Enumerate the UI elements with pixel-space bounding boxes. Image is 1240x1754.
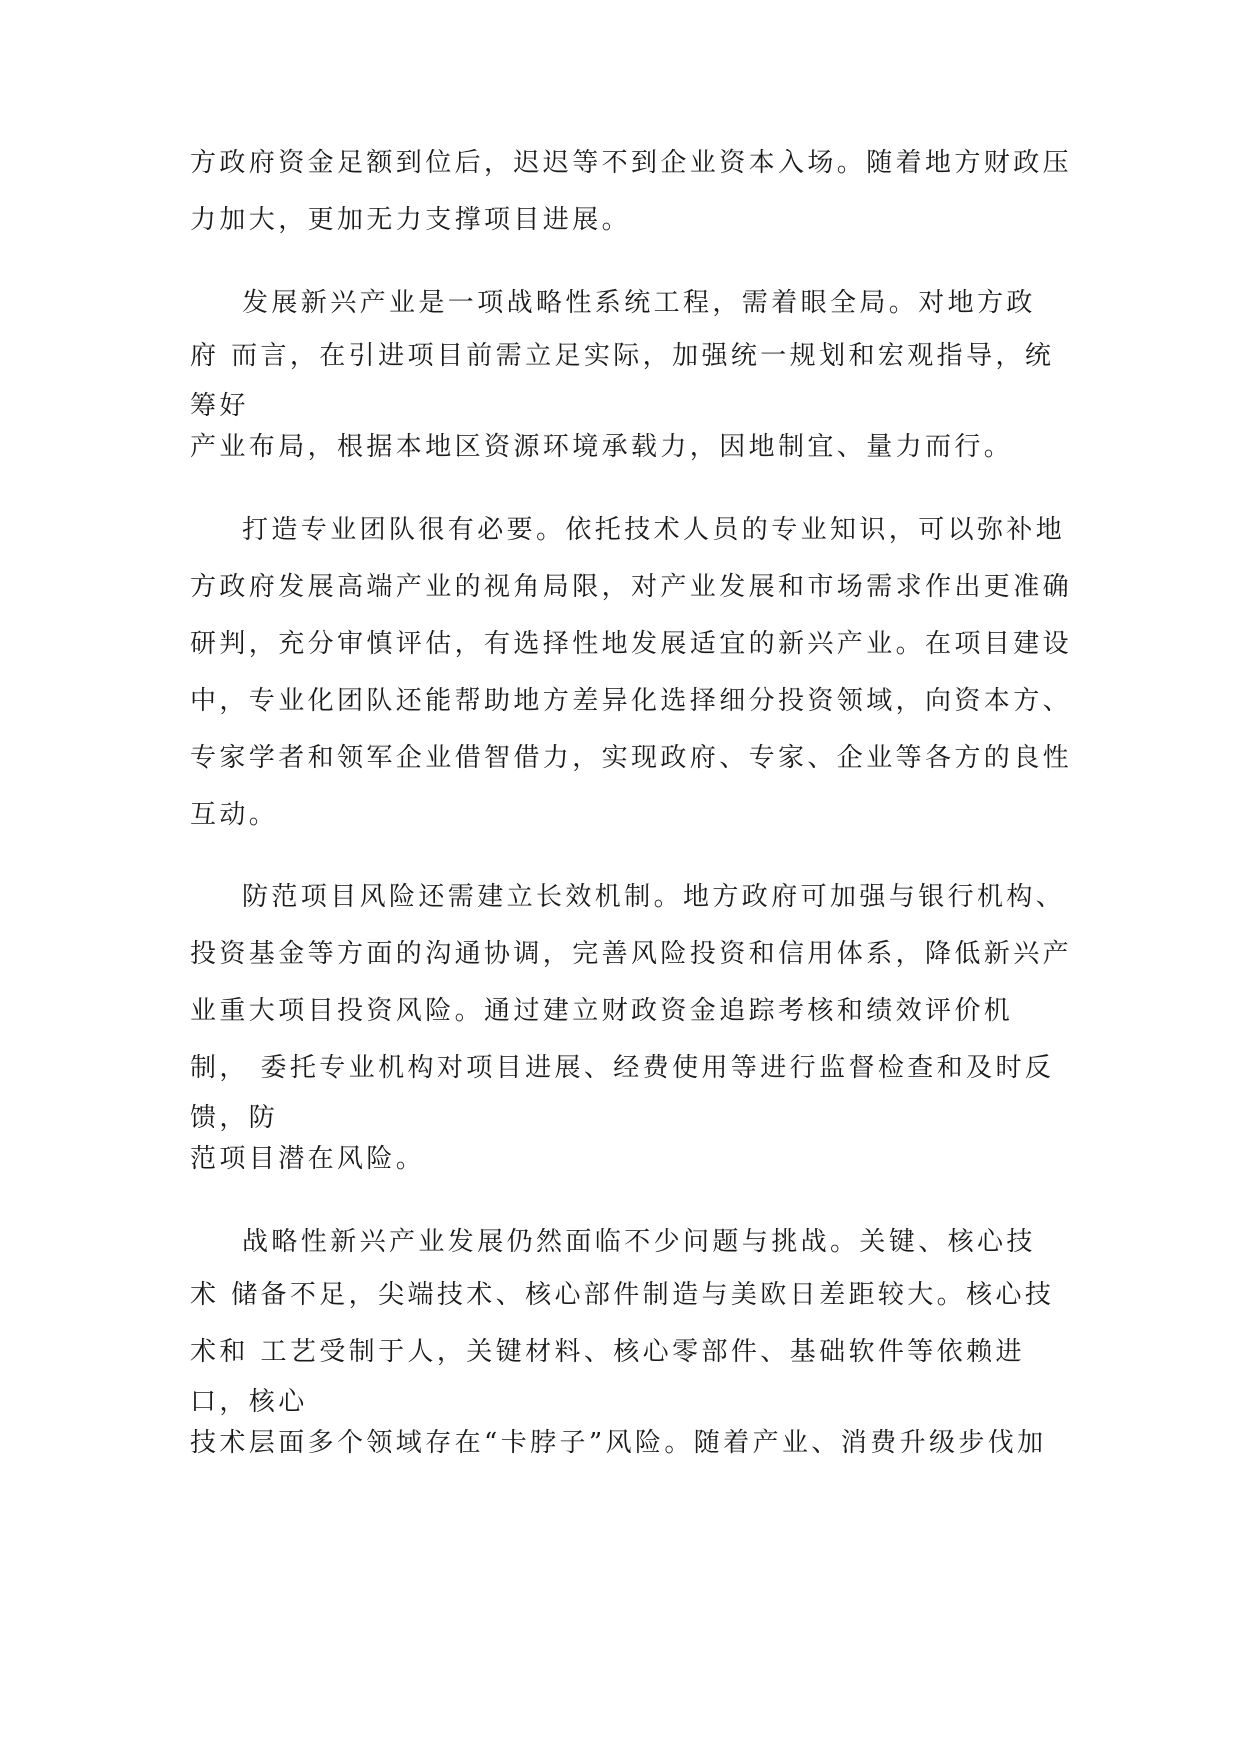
text-line: 研判，充分审慎评估，有选择性地发展适宜的新兴产业。在项目建设 [190, 629, 1073, 659]
paragraph-first-line: 打造专业团队很有必要。依托技术人员的专业知识，可以弥补地 [242, 515, 1066, 545]
text-line: 府 而言，在引进项目前需立足实际，加强统一规划和宏观指导，统 [190, 341, 1055, 371]
paragraph-first-line: 防范项目风险还需建立长效机制。地方政府可加强与银行机构、 [242, 882, 1066, 912]
text-line: 中，专业化团队还能帮助地方差异化选择细分投资领域，向资本方、 [190, 686, 1073, 716]
text-line: 术 储备不足，尖端技术、核心部件制造与美欧日差距较大。核心技 [190, 1280, 1055, 1310]
text-line: 业重大项目投资风险。通过建立财政资金追踪考核和绩效评价机 [190, 996, 1014, 1026]
text-line: 筹好 [190, 391, 249, 421]
text-line: 方政府发展高端产业的视角局限，对产业发展和市场需求作出更准确 [190, 572, 1073, 602]
paragraph-first-line: 战略性新兴产业发展仍然面临不少问题与挑战。关键、核心技 [242, 1227, 1036, 1257]
paragraph-first-line: 发展新兴产业是一项战略性系统工程，需着眼全局。对地方政 [242, 288, 1036, 318]
text-line: 制， 委托专业机构对项目进展、经费使用等进行监督检查和及时反 [190, 1053, 1055, 1083]
text-line: 产业布局，根据本地区资源环境承载力，因地制宜、量力而行。 [190, 432, 1014, 462]
text-line: 口，核心 [190, 1387, 308, 1417]
text-line: 术和 工艺受制于人，关键材料、核心零部件、基础软件等依赖进 [190, 1337, 1025, 1367]
text-line: 专家学者和领军企业借智借力，实现政府、专家、企业等各方的良性 [190, 743, 1073, 773]
text-line: 投资基金等方面的沟通协调，完善风险投资和信用体系，降低新兴产 [190, 939, 1073, 969]
text-line: 互动。 [190, 800, 279, 830]
text-line: 力加大，更加无力支撑项目进展。 [190, 205, 632, 235]
text-line: 范项目潜在风险。 [190, 1144, 426, 1174]
text-line: 方政府资金足额到位后，迟迟等不到企业资本入场。随着地方财政压 [190, 148, 1073, 178]
text-line: 技术层面多个领域存在“卡脖子”风险。随着产业、消费升级步伐加 [190, 1428, 1047, 1458]
text-line: 馈，防 [190, 1103, 279, 1133]
